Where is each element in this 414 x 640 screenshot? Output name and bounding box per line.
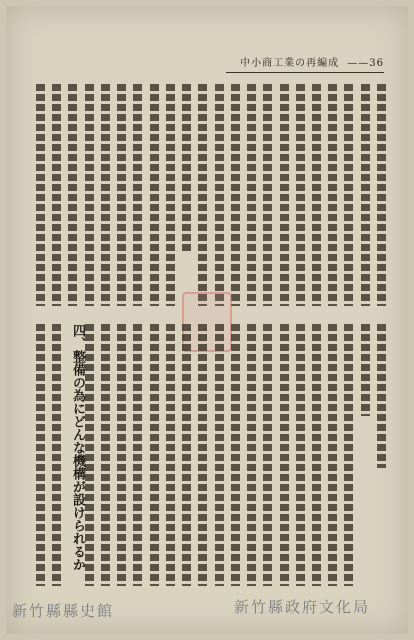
text-line [361,84,370,306]
header-title: 中小商工業の再編成 [240,58,340,69]
text-line [280,84,289,306]
text-line [52,324,61,586]
text-line [312,324,321,586]
text-line [68,84,77,306]
text-line [182,324,191,586]
text-line [312,84,321,306]
text-lines [36,84,386,306]
text-line [182,84,191,251]
text-line [263,84,272,306]
text-line [166,84,175,306]
text-line [263,324,272,586]
text-line [198,324,207,586]
archive-stamp-left: 新竹縣縣史館 [12,602,115,620]
text-block-lower [36,324,386,586]
text-line [101,84,110,306]
text-line [344,324,353,586]
text-line [36,324,45,586]
text-line [296,324,305,586]
running-header [226,54,384,73]
text-line [344,84,353,306]
text-line [247,84,256,306]
text-line [166,324,175,586]
text-line [36,84,45,306]
text-line [198,84,207,306]
text-line [85,84,94,306]
text-line [215,84,224,306]
text-line [215,324,224,586]
text-line [280,324,289,586]
text-line [52,84,61,306]
section-heading: 四、整備の為にどんな機構が設けられるか [70,324,85,571]
text-line [150,324,159,586]
text-line [117,84,126,306]
text-line [117,324,126,586]
text-lines [36,324,386,586]
page-number: ——36 [347,58,384,69]
text-line [328,84,337,306]
text-line [377,84,386,306]
text-line [377,324,386,468]
text-block-upper [36,84,386,306]
text-line [361,324,370,416]
text-line [150,84,159,306]
text-line [231,324,240,586]
archive-stamp: 新竹縣政府文化局 [234,598,371,616]
text-line [296,84,305,306]
document-page [6,6,408,634]
text-line [133,324,142,586]
page-number-value: 36 [369,58,384,69]
text-line [247,324,256,586]
text-line [231,84,240,306]
text-line [101,324,110,586]
text-line [133,84,142,306]
text-line [328,324,337,586]
